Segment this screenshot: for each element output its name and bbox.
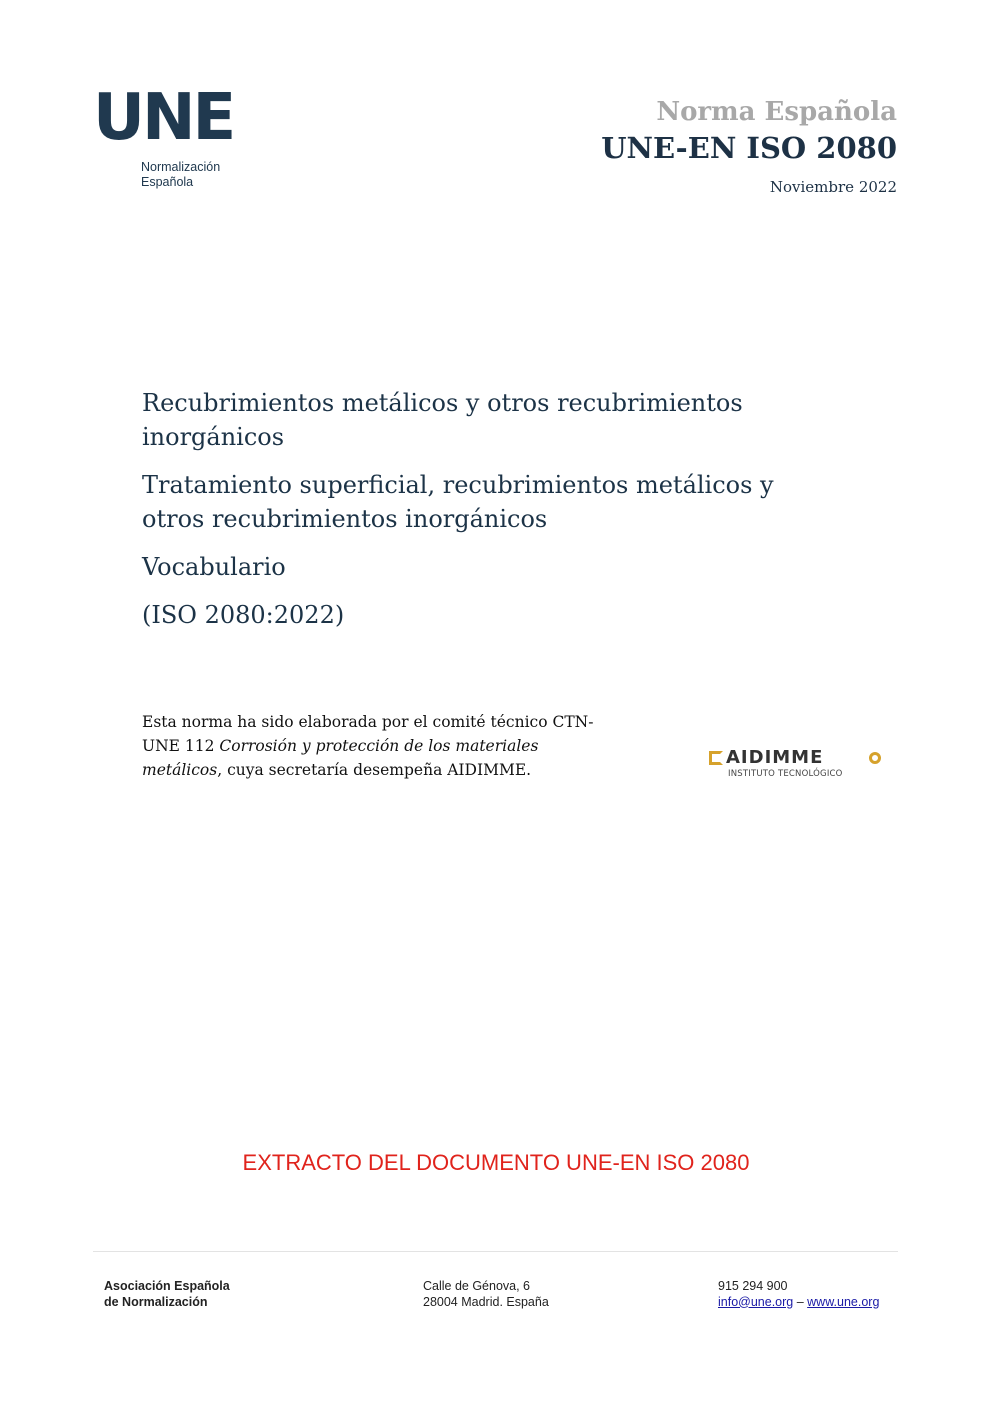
footer-address-line1: Calle de Génova, 6	[423, 1279, 531, 1293]
email-link[interactable]: info@une.org	[718, 1294, 794, 1309]
norma-label: Norma Española	[656, 97, 897, 127]
footer-phone: 915 294 900	[718, 1279, 788, 1293]
aidimme-ring-icon	[869, 752, 881, 764]
une-logo-subtitle	[141, 160, 220, 190]
footer-divider	[93, 1251, 898, 1252]
document-titles	[142, 386, 842, 646]
footer-org-line2: de Normalización	[104, 1294, 208, 1309]
footer-contact	[718, 1279, 879, 1310]
title-part: Vocabulario	[142, 553, 286, 581]
une-logo	[93, 81, 234, 195]
une-logo-line1: Normalización	[141, 160, 221, 174]
website-link[interactable]: www.une.org	[807, 1294, 880, 1309]
footer-address-line2: 28004 Madrid. España	[423, 1294, 549, 1309]
aidimme-logo	[709, 749, 879, 781]
title-iso-reference: (ISO 2080:2022)	[142, 601, 345, 629]
committee-statement	[142, 710, 622, 782]
publication-date: Noviembre 2022	[769, 178, 897, 196]
footer-org-line1: Asociación Española	[104, 1279, 230, 1293]
une-logo-line2: Española	[141, 175, 194, 189]
footer-address	[423, 1279, 549, 1310]
aidimme-wordmark: AIDIMME	[726, 747, 824, 768]
standard-code: UNE-EN ISO 2080	[601, 131, 897, 165]
title-complementary: Tratamiento superficial, recubrimientos metálicos y otros recubrimientos inorgánicos	[142, 471, 774, 533]
footer-links	[718, 1295, 879, 1311]
link-separator: –	[793, 1294, 808, 1309]
standard-header	[601, 96, 897, 196]
committee-name: Corrosión y protección de los materiales metálicos	[142, 737, 539, 779]
aidimme-mark-icon	[709, 751, 723, 765]
footer-organization	[104, 1279, 230, 1310]
committee-text-1: Esta norma ha sido elaborada por el comité técnico CTN-UNE 112	[142, 713, 594, 755]
title-main: Recubrimientos metálicos y otros recubrimientos inorgánicos	[142, 389, 743, 451]
une-logo-letters: UNE	[93, 81, 234, 155]
extract-notice: EXTRACTO DEL DOCUMENTO UNE-EN ISO 2080	[242, 1150, 750, 1175]
aidimme-tagline: INSTITUTO TECNOLÓGICO	[728, 769, 843, 779]
committee-text-2: , cuya secretaría desempeña AIDIMME.	[217, 761, 532, 779]
